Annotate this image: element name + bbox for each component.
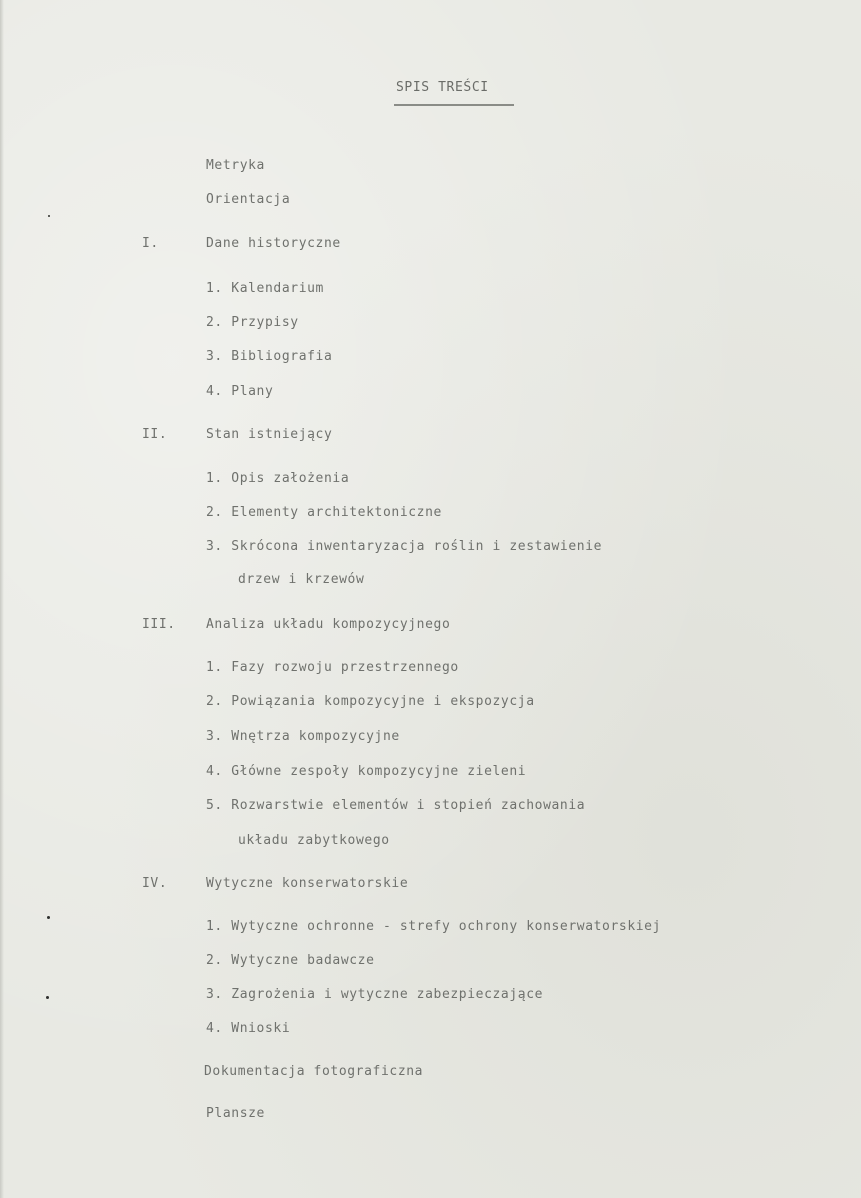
section-heading-3: Analiza układu kompozycyjnego [206,617,451,632]
toc-item: 1. Fazy rozwoju przestrzennego [206,660,459,675]
section-numeral-4: IV. [142,876,168,891]
toc-item: 4. Wnioski [206,1021,291,1036]
section-heading-2: Stan istniejący [206,427,333,442]
toc-item: 4. Główne zespoły kompozycyjne zieleni [206,764,527,779]
toc-item: 2. Elementy architektoniczne [206,505,442,520]
toc-entry-orientacja: Orientacja [206,192,291,207]
toc-item: 3. Zagrożenia i wytyczne zabezpieczające [206,987,544,1002]
section-numeral-1: I. [142,236,159,251]
toc-item: 2. Powiązania kompozycyjne i ekspozycja [206,694,535,709]
section-heading-4: Wytyczne konserwatorskie [206,876,409,891]
toc-item: 3. Wnętrza kompozycyjne [206,729,400,744]
toc-item: 2. Wytyczne badawcze [206,953,375,968]
scan-speck [46,996,49,999]
toc-item: 1. Wytyczne ochronne - strefy ochrony konserwatorskiej [206,919,662,934]
title-underline [394,104,514,106]
toc-item: 3. Bibliografia [206,349,333,364]
scan-edge [0,0,4,1198]
scan-speck [47,916,50,919]
toc-item: 5. Rozwarstwie elementów i stopień zachowania [206,798,586,813]
scan-speck [48,215,50,217]
section-numeral-2: II. [142,427,168,442]
toc-item: 3. Skrócona inwentaryzacja roślin i zestawienie [206,539,603,554]
toc-item: 1. Kalendarium [206,281,324,296]
section-heading-1: Dane historyczne [206,236,341,251]
toc-item: 4. Plany [206,384,274,399]
toc-item-continuation: układu zabytkowego [238,833,390,848]
section-numeral-3: III. [142,617,176,632]
toc-entry-dokumentacja: Dokumentacja fotograficzna [204,1064,424,1079]
toc-item: 2. Przypisy [206,315,299,330]
toc-item-continuation: drzew i krzewów [238,572,365,587]
toc-item: 1. Opis założenia [206,471,350,486]
toc-entry-metryka: Metryka [206,158,265,173]
toc-entry-plansze: Plansze [206,1106,265,1121]
page-title: SPIS TREŚCI [396,80,489,95]
